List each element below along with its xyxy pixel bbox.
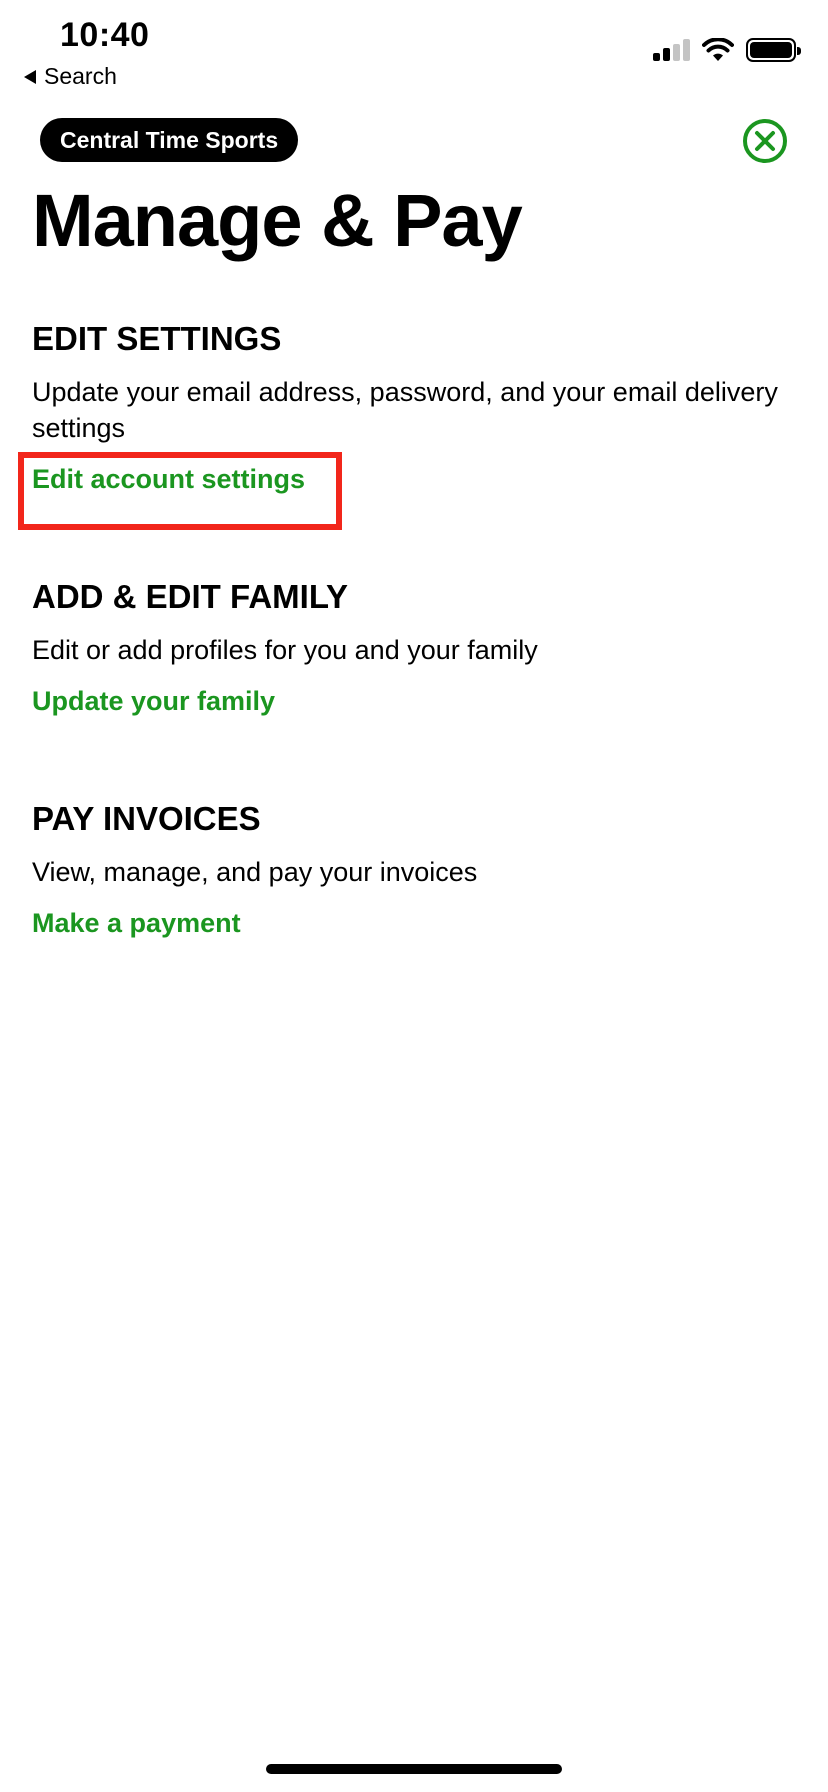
cellular-signal-icon bbox=[653, 39, 690, 61]
back-label: Search bbox=[44, 63, 117, 89]
highlight-annotation bbox=[18, 452, 342, 530]
section-family bbox=[32, 578, 792, 717]
home-indicator bbox=[266, 1764, 562, 1774]
close-circle-icon bbox=[742, 118, 788, 164]
back-arrow-icon bbox=[24, 70, 36, 84]
close-button[interactable] bbox=[742, 118, 788, 164]
section-description: Update your email address, password, and your email delivery settings bbox=[32, 377, 778, 443]
organization-badge: Central Time Sports bbox=[40, 118, 298, 162]
status-icons bbox=[653, 38, 796, 62]
section-invoices bbox=[32, 800, 792, 939]
section-heading: PAY INVOICES bbox=[32, 800, 261, 837]
edit-account-settings-link[interactable]: Edit account settings bbox=[32, 464, 306, 494]
back-to-search-button[interactable] bbox=[24, 63, 117, 90]
battery-icon bbox=[746, 38, 796, 62]
page-title: Manage & Pay bbox=[32, 179, 522, 262]
status-time: 10:40 bbox=[60, 16, 150, 54]
section-description: View, manage, and pay your invoices bbox=[32, 857, 478, 887]
section-heading: ADD & EDIT FAMILY bbox=[32, 578, 348, 615]
make-payment-link[interactable]: Make a payment bbox=[32, 908, 241, 938]
section-heading: EDIT SETTINGS bbox=[32, 320, 282, 357]
section-description: Edit or add profiles for you and your family bbox=[32, 635, 538, 665]
update-family-link[interactable]: Update your family bbox=[32, 686, 276, 716]
wifi-icon bbox=[702, 38, 734, 62]
